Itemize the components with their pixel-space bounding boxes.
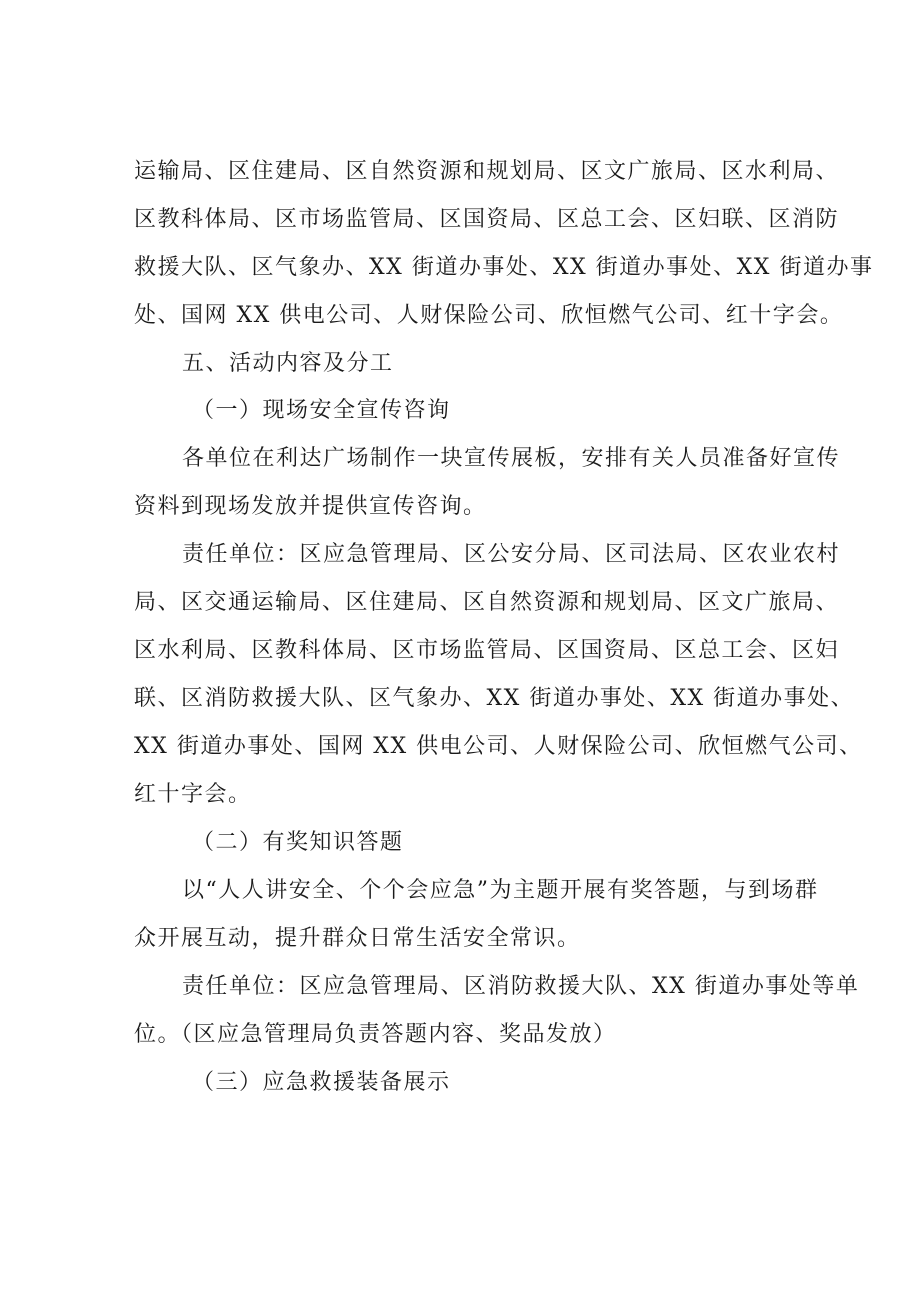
sub-one-paragraph-line-1: 各单位在利达广场制作一块宣传展板，安排有关人员准备好宣传: [182, 446, 841, 471]
sub-one-responsibility-line-6: 红十字会。: [134, 782, 252, 807]
sub-two-responsibility-line-2: 位。（区应急管理局负责答题内容、奖品发放）: [134, 1022, 617, 1047]
sub-one-paragraph-line-2: 资料到现场发放并提供宣传咨询。: [134, 494, 487, 519]
intro-line-4: 处、国网 XX 供电公司、人财保险公司、欣恒燃气公司、红十字会。: [134, 303, 844, 328]
sub-one-responsibility-line-4: 联、区消防救援大队、区气象办、XX 街道办事处、XX 街道办事处、: [134, 686, 855, 711]
sub-two-paragraph-line-1: 以“人人讲安全、个个会应急”为主题开展有奖答题，与到场群: [182, 878, 819, 903]
intro-line-2: 区教科体局、区市场监管局、区国资局、区总工会、区妇联、区消防: [134, 207, 840, 232]
intro-line-3: 救援大队、区气象办、XX 街道办事处、XX 街道办事处、XX 街道办事: [134, 255, 874, 280]
sub-two-heading: （二）有奖知识答题: [192, 830, 404, 855]
intro-line-1: 运输局、区住建局、区自然资源和规划局、区文广旅局、区水利局、: [134, 159, 840, 184]
sub-one-responsibility-line-1: 责任单位：区应急管理局、区公安分局、区司法局、区农业农村: [182, 542, 841, 567]
sub-one-responsibility-line-3: 区水利局、区教科体局、区市场监管局、区国资局、区总工会、区妇: [134, 638, 840, 663]
section-five-heading: 五、活动内容及分工: [182, 351, 394, 376]
sub-one-responsibility-line-2: 局、区交通运输局、区住建局、区自然资源和规划局、区文广旅局、: [134, 590, 840, 615]
sub-one-heading: （一）现场安全宣传咨询: [192, 398, 451, 423]
sub-two-responsibility-line-1: 责任单位：区应急管理局、区消防救援大队、XX 街道办事处等单: [182, 974, 860, 999]
sub-three-heading: （三）应急救援装备展示: [192, 1070, 451, 1095]
sub-two-paragraph-line-2: 众开展互动，提升群众日常生活安全常识。: [134, 926, 581, 951]
sub-one-responsibility-line-5: XX 街道办事处、国网 XX 供电公司、人财保险公司、欣恒燃气公司、: [134, 734, 863, 759]
